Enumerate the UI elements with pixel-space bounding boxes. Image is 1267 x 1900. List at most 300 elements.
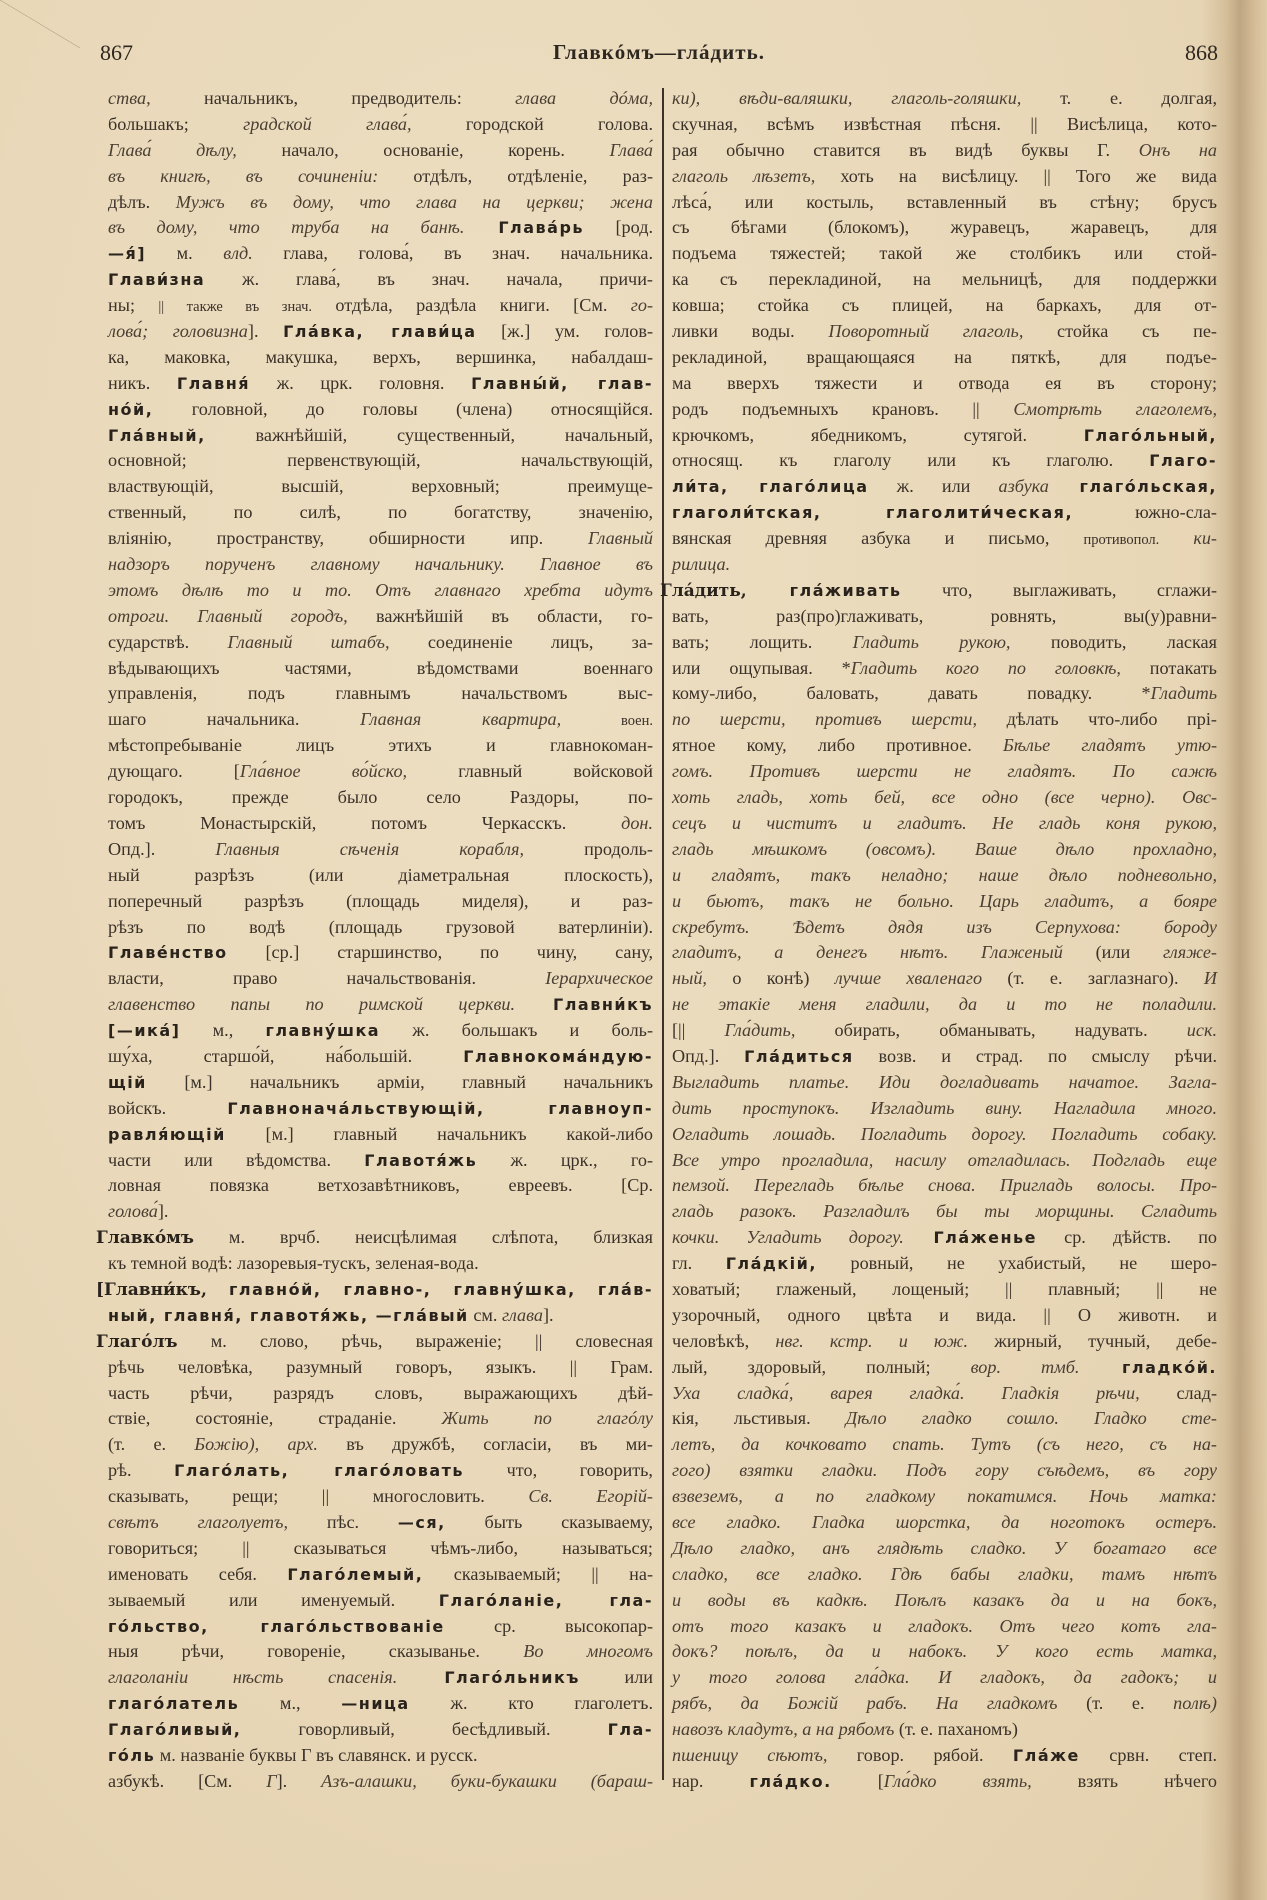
- definition-text: вліянію, пространству, обширности ипр.: [108, 528, 589, 549]
- definition-text: м.,: [180, 1020, 266, 1041]
- headword: гла́живать: [746, 580, 902, 600]
- example-text: не этакіе меня гладили, да и то не поладили.: [672, 994, 1217, 1015]
- definition-text: или ощупывая. *: [672, 657, 851, 678]
- text-line: [108, 940, 653, 966]
- definition-text: ка съ перекладиной, на мельницѣ, для поддержки: [672, 269, 1217, 290]
- text-line: [108, 681, 653, 707]
- definition-text: [ж.] ум. голов-: [476, 321, 654, 342]
- headword: щій: [108, 1072, 147, 1092]
- example-text: Выгладить платье. Иди догладивать начатое. Загла-: [672, 1071, 1217, 1092]
- definition-text: лый, здоровый, полный;: [672, 1356, 971, 1377]
- text-line: [108, 630, 653, 656]
- definition-text: продоль-: [524, 838, 653, 859]
- definition-text: м.,: [239, 1693, 342, 1714]
- text-line: [108, 448, 653, 474]
- definition-text: ственный, по силѣ, по богатству, значенію,: [108, 502, 653, 523]
- text-line: [672, 1562, 1217, 1588]
- example-text: гладитъ, а денегъ нѣтъ. Глаженый: [672, 942, 1063, 963]
- text-line: [672, 940, 1217, 966]
- definition-text: основной; первенствующій, начальствующій,: [108, 450, 653, 471]
- definition-text: ж. црк. головня.: [250, 372, 472, 393]
- definition-text: говорливый, бесѣдливый.: [241, 1719, 608, 1740]
- text-line: [660, 578, 1217, 604]
- example-text: вор. тмб.: [970, 1356, 1080, 1377]
- example-text: Огладить лошадь. Погладить дорогу. Погладить собаку.: [672, 1123, 1217, 1144]
- text-line: [672, 1510, 1217, 1536]
- definition-text: ливки воды.: [672, 321, 829, 342]
- example-text: главенство папы по римской церкви.: [108, 994, 516, 1015]
- text-line: [108, 1122, 653, 1148]
- example-text: Гладить кого по головкѣ,: [850, 657, 1121, 678]
- definition-text: войскъ.: [108, 1097, 228, 1118]
- definition-text: поперечный разрѣзъ (площадь миделя), и раз-: [108, 890, 653, 911]
- definition-text: томъ Монастырскій, потомъ Черкасскъ.: [108, 812, 622, 833]
- definition-text: ковша; стойка съ плицей, на баркахъ, для от-: [672, 295, 1217, 316]
- text-line: [108, 733, 653, 759]
- definition-text: кія, льстивыя.: [672, 1408, 846, 1429]
- definition-text: отдѣлъ, отдѣленіе, раз-: [378, 165, 654, 186]
- definition-text: вать; лощить.: [672, 631, 853, 652]
- text-line: [108, 1665, 653, 1691]
- text-line: [672, 1070, 1217, 1096]
- definition-text: ятное кому, либо противное.: [672, 735, 1004, 756]
- definition-text: ка, маковка, макушка, верхъ, вершинка, набалдаш-: [108, 346, 653, 367]
- definition-text: нар.: [672, 1770, 750, 1791]
- definition-text: шаго начальника.: [108, 709, 361, 730]
- example-text: сладко, все гладко. Гдѣ бабы гладки, тамъ нѣтъ: [672, 1563, 1217, 1584]
- definition-text: мѣстопребываніе лицъ этихъ и главнокоман-: [108, 735, 653, 756]
- headword: Гла́женье: [903, 1228, 1037, 1248]
- text-line: [672, 1536, 1217, 1562]
- example-text: Поворотный глаголь,: [828, 321, 1024, 342]
- text-line: [108, 1484, 653, 1510]
- text-line: [672, 837, 1217, 863]
- headword: —ся,: [397, 1512, 446, 1532]
- headword: Гла́вка, глави́ца: [283, 322, 477, 342]
- headword: гла́дко.: [749, 1771, 832, 1791]
- text-line: [108, 319, 653, 345]
- definition-text: ж. глава́, въ знач. начала, причи-: [205, 269, 653, 290]
- text-line: [108, 1691, 653, 1717]
- example-text: Гла́вное во́йско,: [239, 761, 408, 782]
- definition-text: дѣлъ.: [108, 191, 176, 212]
- text-line: [108, 1018, 653, 1044]
- definition-text: дующаго. [: [108, 761, 240, 782]
- definition-text: [м.] начальникъ арміи, главный начальникъ: [146, 1071, 653, 1092]
- text-line: [108, 397, 653, 423]
- definition-text: относящ. къ глаголу или къ глаголю.: [672, 450, 1150, 471]
- text-line: [672, 1303, 1217, 1329]
- text-line: [672, 604, 1217, 630]
- definition-text: ловная повязка ветхозавѣтниковъ, евреевъ. [Ср.: [108, 1175, 653, 1196]
- text-line: [108, 86, 653, 112]
- page-number-left: 867: [100, 40, 133, 65]
- definition-text: взять нѣчего: [1031, 1770, 1217, 1791]
- text-line: [108, 1251, 653, 1277]
- definition-text: или: [579, 1667, 654, 1688]
- text-line: [108, 1536, 653, 1562]
- text-line: [672, 448, 1217, 474]
- definition-text: говориться; || сказываться чѣмъ-либо, называться;: [108, 1537, 653, 1558]
- definition-text: противопол.: [1083, 532, 1160, 549]
- text-line: [672, 552, 1217, 578]
- text-line: [672, 863, 1217, 889]
- text-line: [672, 656, 1217, 682]
- definition-text: [м.] главный начальникъ какой-либо: [225, 1123, 653, 1144]
- text-line: [108, 423, 653, 449]
- headword: Глаго-: [1149, 451, 1217, 471]
- example-text: и воды въ кадкѣ. Поѣлъ казакъ да и на бокъ,: [672, 1589, 1217, 1610]
- definition-text: начальникъ, предводитель:: [150, 88, 516, 108]
- example-text: иск.: [1186, 1020, 1218, 1041]
- example-text: взвеземъ, а по гладкому покатимся. Ночь матка:: [672, 1486, 1217, 1507]
- headword: Гла́вный,: [108, 425, 206, 445]
- text-line: [108, 604, 653, 630]
- text-line: [108, 1199, 653, 1225]
- example-text: въ дому, что труба на банѣ.: [108, 217, 465, 238]
- example-text: лова́; головизна: [108, 321, 248, 342]
- text-line: [672, 889, 1217, 915]
- definition-text: [ср.] старшинство, по чину, сану,: [227, 942, 653, 963]
- definition-text: ср. высокопар-: [444, 1615, 653, 1636]
- text-line: [108, 1173, 653, 1199]
- example-text: Бѣлье гладятъ утю-: [1003, 735, 1217, 756]
- example-text: Дѣло гладко сошло. Гладко сте-: [845, 1408, 1217, 1429]
- definition-text: соединеніе лицъ, за-: [389, 631, 653, 652]
- definition-text: [: [831, 1770, 884, 1791]
- running-header: [100, 36, 1218, 66]
- text-line: [108, 1096, 653, 1122]
- example-text: свѣтъ глаголуетъ,: [108, 1511, 289, 1532]
- example-text: глаголь лѣзетъ,: [672, 165, 816, 186]
- text-line: [672, 1122, 1217, 1148]
- definition-text: ровный, не ухабистый, не шеро-: [816, 1253, 1217, 1274]
- definition-text: управленія, подъ главнымъ начальствомъ выс-: [108, 683, 653, 704]
- text-line: [672, 707, 1217, 733]
- text-line: [108, 811, 653, 837]
- headword: [—ика́]: [108, 1021, 181, 1041]
- definition-text: м.: [146, 243, 224, 264]
- definition-text: сударствѣ.: [108, 631, 228, 652]
- headword: Главкóмъ: [96, 1228, 194, 1249]
- text-line: [672, 1639, 1217, 1665]
- text-line: [108, 345, 653, 371]
- left-column: [96, 86, 654, 1795]
- headword: Главнокома́ндую-: [463, 1046, 653, 1066]
- text-line: [672, 1277, 1217, 1303]
- definition-text: ж. кто глаголетъ.: [409, 1693, 654, 1714]
- text-line: [108, 474, 653, 500]
- text-line: [108, 1510, 653, 1536]
- definition-text: лѣса́, или костыль, вставленный въ стѣну; брусъ: [672, 191, 1217, 212]
- example-text: гомъ. Противъ шерсти не гладятъ. По сажѣ: [672, 761, 1217, 782]
- example-text: нвг. кстр. и юж.: [775, 1330, 969, 1351]
- definition-text: ж. црк., го-: [477, 1149, 653, 1170]
- example-text: го-: [630, 295, 653, 316]
- definition-text: ].: [276, 1770, 322, 1791]
- right-column: [660, 86, 1218, 1795]
- headword: Глагóливый,: [108, 1720, 242, 1740]
- example-text: хоть гладь, хоть бей, все одно (все черно). Овс-: [672, 787, 1217, 808]
- definition-text: начало, основаніе, корень.: [236, 139, 610, 160]
- example-text: Гла́дить,: [724, 1020, 796, 1041]
- example-text: дон.: [621, 812, 653, 833]
- headword: Главотя́жь: [364, 1150, 478, 1170]
- text-line: [672, 1251, 1217, 1277]
- text-line: [108, 526, 653, 552]
- definition-text: городокъ, прежде было село Раздоры, по-: [108, 787, 653, 808]
- headword: Глагóлемый,: [287, 1564, 424, 1584]
- headword: Глагóлъ: [96, 1331, 178, 1352]
- definition-text: часть рѣчи, разрядъ словъ, выражающихъ дѣй-: [108, 1382, 653, 1403]
- example-text: Главная квартира,: [360, 709, 562, 730]
- definition-text: рѣчь человѣка, разумный говоръ, языкъ. || Грам.: [108, 1356, 653, 1377]
- definition-text: о конѣ): [706, 968, 835, 989]
- example-text: Гла́дко взять,: [883, 1770, 1032, 1791]
- example-text: гого) взятки гладки. Подъ гору съѣдемъ, въ гору: [672, 1460, 1217, 1481]
- example-text: Дѣло гладко, анъ глядѣть сладко. У богатаго все: [672, 1537, 1217, 1558]
- definition-text: южно-сла-: [1073, 502, 1217, 523]
- example-text: надзоръ порученъ главному начальнику. Главное въ: [108, 554, 653, 575]
- text-line: [108, 915, 653, 941]
- definition-text: рѣ.: [108, 1460, 175, 1481]
- definition-text: ный разрѣзъ (или діаметральная плоскость),: [108, 864, 653, 885]
- example-text: Главный: [588, 528, 653, 549]
- example-text: ный,: [672, 968, 707, 989]
- text-line: [672, 1148, 1217, 1174]
- definition-text: ствіе, состояніе, страданіе.: [108, 1408, 442, 1429]
- definition-text: зываемый или именуемый.: [108, 1589, 439, 1610]
- text-line: [672, 1769, 1217, 1795]
- text-line: [108, 1614, 653, 1640]
- example-text: Онъ на: [1138, 139, 1217, 160]
- text-line: [672, 1096, 1217, 1122]
- text-line: [672, 1432, 1217, 1458]
- definition-text: пѣс.: [288, 1511, 398, 1532]
- example-text: Глава́: [609, 139, 653, 160]
- text-line: [108, 1769, 653, 1795]
- text-line: [672, 1588, 1217, 1614]
- example-text: у того голова гла́дка. И гладокъ, да гадокъ; и: [672, 1667, 1217, 1688]
- text-line: [108, 267, 653, 293]
- example-text: Главныя сѣченія корабля,: [215, 838, 524, 859]
- text-line: [672, 138, 1217, 164]
- definition-text: хоть на висѣлицу. || Того же вида: [815, 165, 1218, 186]
- text-line: [672, 397, 1217, 423]
- text-line: [672, 1044, 1217, 1070]
- definition-text: крючкомъ, ябедникомъ, сутягой.: [672, 424, 1084, 445]
- headword: Гла́дить,: [660, 580, 747, 601]
- text-line: [108, 215, 653, 241]
- definition-text: что, говорить,: [464, 1460, 653, 1481]
- headword: Главня́: [176, 373, 251, 393]
- example-text: глава: [502, 1304, 543, 1325]
- text-line: [672, 1173, 1217, 1199]
- headword: Главни́къ: [515, 995, 653, 1015]
- text-line: [108, 1355, 653, 1381]
- definition-text: сказывать, рещи; || многословить.: [108, 1486, 529, 1507]
- example-text: отроги. Главный городъ,: [108, 605, 348, 626]
- text-line: [672, 992, 1217, 1018]
- text-line: [672, 164, 1217, 190]
- headword: Гла́диться: [744, 1046, 854, 1066]
- example-text: рилица.: [672, 554, 731, 575]
- example-text: Св. Егорій-: [528, 1486, 653, 1507]
- text-line: [672, 759, 1217, 785]
- example-text: пшеницу сѣютъ,: [672, 1745, 828, 1765]
- text-line: [96, 1225, 653, 1251]
- example-text: Азъ-алашки, буки-букашки (бараш-: [321, 1770, 654, 1791]
- definition-text: м. названіе буквы Г въ славянск. и русск.: [155, 1745, 478, 1765]
- example-text: И: [1203, 968, 1217, 989]
- definition-text: что, выглаживать, сглажи-: [901, 579, 1218, 600]
- definition-text: ].: [542, 1304, 554, 1325]
- definition-text: (т. е. заглазнаго).: [982, 968, 1204, 989]
- text-line: [108, 1639, 653, 1665]
- text-line: [672, 1458, 1217, 1484]
- definition-text: глава, голова́, въ знач. начальника.: [252, 243, 653, 264]
- text-line: [672, 1691, 1217, 1717]
- definition-text: ср. дѣйств. по: [1036, 1227, 1218, 1248]
- text-line: [108, 656, 653, 682]
- definition-text: Опд.].: [672, 1045, 745, 1066]
- headword: глаголи́тская, глаголити́ческая,: [672, 503, 1074, 523]
- headword: —ница: [341, 1694, 410, 1714]
- headword: Главе́нство: [108, 943, 228, 963]
- headword: гладкóй.: [1079, 1357, 1217, 1377]
- text-line: [672, 345, 1217, 371]
- example-text: ки-: [1159, 528, 1217, 549]
- example-text: отъ того казакъ и гладокъ. Отъ чего котъ гла-: [672, 1615, 1217, 1636]
- text-line: [672, 915, 1217, 941]
- example-text: въ книгѣ, въ сочиненіи:: [108, 165, 379, 186]
- text-line: [672, 681, 1217, 707]
- example-text: все гладко. Гладка шорстка, да ноготокъ остеръ.: [672, 1511, 1217, 1532]
- headword: Гла́дкій,: [725, 1254, 817, 1274]
- example-text: Смотрѣть глаголемъ,: [1013, 398, 1217, 419]
- example-text: летъ, да кочковато спать. Тутъ (съ него, съ на-: [672, 1434, 1217, 1455]
- headword: глагóлатель: [108, 1694, 240, 1714]
- definition-text: съ бѣгами (блокомъ), журавецъ, жаравецъ, для: [672, 217, 1217, 238]
- text-line: [672, 474, 1217, 500]
- example-text: дить проступокъ. Изгладить вину. Нагладила много.: [672, 1097, 1217, 1118]
- text-line: [672, 733, 1217, 759]
- text-line: [108, 1588, 653, 1614]
- example-text: сецъ и чиститъ и гладитъ. Не гладь коня рукою,: [672, 812, 1217, 833]
- text-line: [672, 1665, 1217, 1691]
- definition-text: ны;: [108, 295, 159, 316]
- definition-text: большакъ;: [108, 113, 244, 134]
- definition-text: власти, право начальствованія.: [108, 968, 546, 989]
- definition-text: м. слово, рѣчь, выраженіе; || словесная: [177, 1330, 653, 1351]
- text-line: [96, 1277, 653, 1303]
- text-line: [672, 1329, 1217, 1355]
- text-line: [108, 863, 653, 889]
- text-line: [672, 1743, 1217, 1769]
- example-text: по шерсти, противъ шерсти,: [672, 709, 978, 730]
- example-text: пемзой. Перегладь бѣлье снова. Пригладь волосы. Про-: [672, 1175, 1217, 1196]
- definition-text: главный войсковой: [407, 761, 654, 782]
- example-text: Мужъ въ дому, что глава на церкви; жена: [175, 191, 653, 212]
- example-text: Гладить рукою,: [852, 631, 1011, 652]
- text-line: [108, 966, 653, 992]
- definition-text: срвн. степ.: [1079, 1745, 1218, 1765]
- text-line: [108, 1070, 653, 1096]
- text-line: [108, 1717, 653, 1743]
- example-text: ства,: [108, 88, 151, 108]
- headword: гóль: [108, 1746, 156, 1765]
- text-line: [672, 112, 1217, 138]
- headword: Глави́зна: [108, 270, 206, 290]
- text-line: [108, 500, 653, 526]
- text-line: [672, 1614, 1217, 1640]
- text-line: [672, 526, 1217, 552]
- example-text: Жить по глагóлу: [441, 1408, 653, 1429]
- definition-text: ховатый; глаженый, лощеный; || плавный; || не: [672, 1278, 1217, 1299]
- example-text: гладь разокъ. Разгладилъ бы ты морщины. Сгладить: [672, 1201, 1217, 1222]
- headword: Главнонача́льствующій, главноуп-: [227, 1098, 653, 1118]
- definition-text: ].: [157, 1201, 169, 1222]
- definition-text: городской голова.: [411, 113, 654, 134]
- example-text: азбука: [998, 476, 1049, 497]
- example-text: навозъ кладутъ, а на рябомъ: [672, 1719, 895, 1740]
- definition-text: т. е. долгая,: [1021, 88, 1218, 108]
- definition-text: обирать, обманывать, надувать.: [795, 1020, 1187, 1041]
- definition-text: вать, раз(про)глаживать, ровнять, вы(у)равни-: [672, 605, 1217, 626]
- example-text: Во многомъ: [523, 1641, 653, 1662]
- definition-text: || также въ знач.: [158, 299, 312, 316]
- headword: равля́ющій: [108, 1124, 226, 1144]
- text-line: [672, 267, 1217, 293]
- example-text: гляже-: [1162, 942, 1217, 963]
- example-text: влд.: [223, 243, 253, 264]
- example-text: докъ? поѣлъ, да и набокъ. У кого есть матка,: [672, 1641, 1217, 1662]
- definition-text: рая обычно ставится въ видѣ буквы Г.: [672, 139, 1139, 160]
- definition-text: властвующій, высшій, верховный; преимуще-: [108, 476, 653, 497]
- text-line: [108, 1562, 653, 1588]
- example-text: Все утро прогладила, насилу отгладилась. Подгладь еще: [672, 1149, 1217, 1170]
- example-text: Гладить: [1150, 683, 1217, 704]
- definition-text: родъ подъемныхъ крановъ. ||: [672, 398, 1014, 419]
- definition-text: быть сказываему,: [445, 1511, 653, 1532]
- definition-text: (т. е.: [1057, 1693, 1174, 1714]
- example-text: Г: [266, 1770, 277, 1791]
- column-divider-rule: [662, 88, 664, 1780]
- definition-text: см.: [468, 1304, 502, 1325]
- definition-text: Опд.].: [108, 838, 216, 859]
- headword: главну́шка: [265, 1021, 381, 1041]
- text-line: [672, 811, 1217, 837]
- example-text: Божію), арх.: [194, 1434, 318, 1455]
- page-number-right: 868: [1185, 40, 1218, 65]
- corner-fold-mark: [0, 0, 80, 48]
- headword: главнóй, главно-, главну́шка, гла́в-: [206, 1279, 653, 1299]
- definition-text: рѣзъ по водѣ (площадь грузовой ватерлиніи).: [108, 916, 653, 937]
- text-line: [108, 1743, 653, 1769]
- example-text: кочки. Угладить дорогу.: [672, 1227, 904, 1248]
- text-line: [672, 423, 1217, 449]
- example-text: глава дóма,: [515, 88, 653, 108]
- headword: —я́]: [108, 244, 147, 264]
- definition-text: подъема тяжестей; такой же столбикъ или стой-: [672, 243, 1217, 264]
- text-line: [108, 1406, 653, 1432]
- text-line: [108, 1458, 653, 1484]
- text-line: [108, 164, 653, 190]
- example-text: ки), вѣди-валяшки, глаголь-голяшки,: [672, 88, 1022, 108]
- definition-text: потакать: [1120, 657, 1217, 678]
- text-line: [108, 371, 653, 397]
- example-text: Іерархическое: [545, 968, 653, 989]
